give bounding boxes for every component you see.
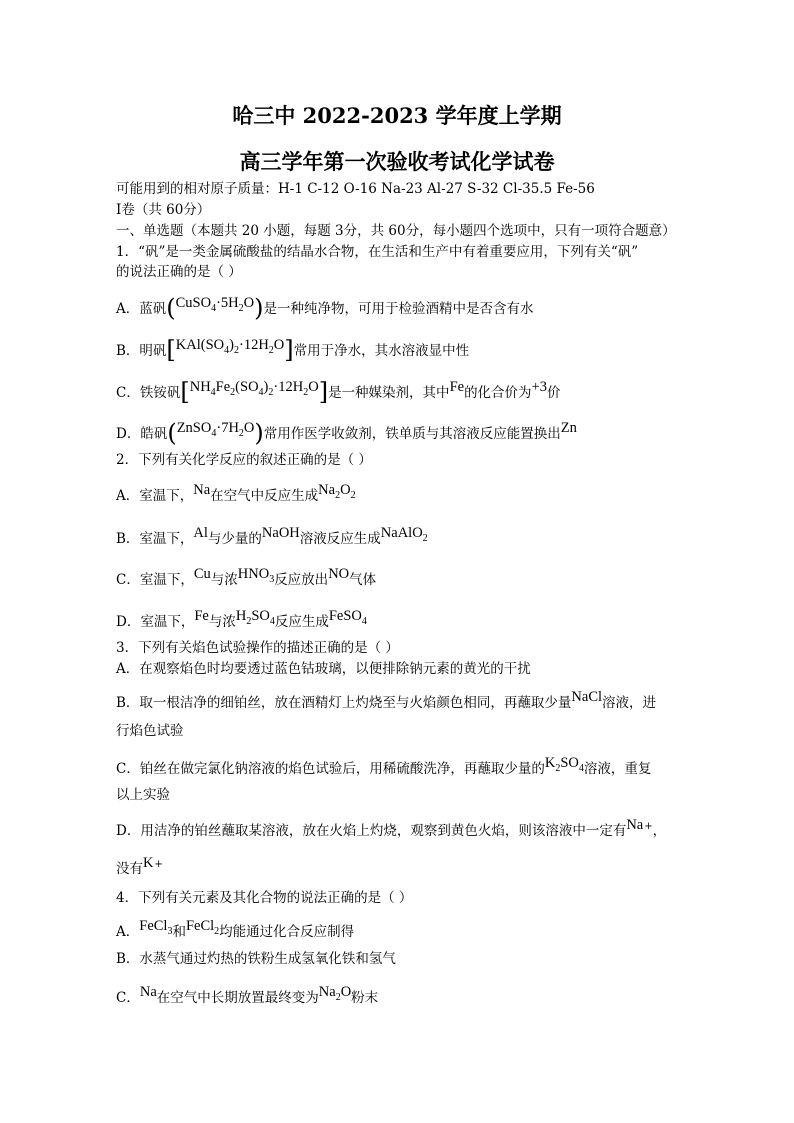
q4-option-c: C．Na在空气中长期放置最终变为$Na_2O$粉末	[116, 984, 379, 1006]
q3-option-b-line2: 行焰色试验	[116, 723, 184, 739]
q3-option-c-line2: 以上实验	[116, 787, 170, 803]
q3-option-c: C．铂丝在做完氯化钠溶液的焰色试验后，用稀硫酸洗净，再蘸取少量的$K_2SO_4$溶液，重复	[116, 755, 652, 777]
exam-title-line2: 高三学年第一次验收考试化学试卷	[239, 149, 555, 174]
volume-heading: Ⅰ卷（共 60分）	[116, 202, 211, 218]
q2-option-c: C．室温下，Cu与浓$HNO_3$反应放出NO气体	[116, 566, 377, 588]
q2-option-a: A．室温下，Na在空气中反应生成$Na_2O_2$	[116, 482, 356, 504]
q1-option-a: A．蓝矾$(CuSO_4\cdot 5H_2O)$是一种纯净物，可用于检验酒精中是否含有水	[116, 294, 534, 322]
q2-option-d: D．室温下，Fe与浓$H_2SO_4$反应生成FeSO$_4$	[116, 608, 367, 630]
q3-option-d: D．用洁净的铂丝蘸取某溶液，放在火焰上灼烧，观察到黄色火焰，则该溶液中一定有Na+，	[116, 817, 667, 839]
q3-option-d-line2: 没有K+	[116, 855, 163, 877]
q3-option-b: B．取一根洁净的细铂丝，放在酒精灯上灼烧至与火焰颜色相同，再蘸取少量NaCl溶液，进	[116, 689, 657, 711]
section-heading: 一、单选题（本题共 20 小题，每题 3分，共 60分，每小题四个选项中，只有一项符合题意）	[116, 223, 676, 239]
q1-option-c: C．铁铵矾$[NH_4Fe_2(SO_4)_2\cdot 12H_2O]$是一种媒染剂，其中Fe的化合价为+3价	[116, 378, 561, 406]
q1-stem-line1: 1．“矾”是一类金属硫酸盐的结晶水合物，在生活和生产中有着重要应用，下列有关“矾”	[116, 244, 639, 260]
q4-stem: 4．下列有关元素及其化合物的说法正确的是（ ）	[116, 890, 413, 906]
exam-title-line1: 哈三中 2022-2023 学年度上学期	[232, 103, 562, 128]
q3-stem: 3．下列有关焰色试验操作的描述正确的是（ ）	[116, 640, 399, 656]
q4-option-b: B．水蒸气通过灼热的铁粉生成氢氧化铁和氢气	[116, 951, 396, 967]
q2-option-b: B．室温下，Al与少量的NaOH溶液反应生成NaAlO$_2$	[116, 525, 428, 547]
q1-option-d: D．皓矾$(ZnSO_4\cdot 7H_2O)$常用作医学收敛剂，铁单质与其溶液反应能置换出Zn	[116, 419, 577, 447]
q2-stem: 2．下列有关化学反应的叙述正确的是（ ）	[116, 452, 372, 468]
q4-option-a: A．FeCl$_3$和FeCl$_2$均能通过化合反应制得	[116, 918, 355, 940]
q1-stem-line2: 的说法正确的是（ ）	[116, 264, 242, 280]
q1-option-b: B．明矾$[KAl(SO_4)_2\cdot 12H_2O]$常用于净水，其水溶液显中性	[116, 336, 470, 364]
relative-atomic-masses: 可能用到的相对原子质量：H-1 C-12 O-16 Na-23 Al-27 S-32 Cl-35.5 Fe-56	[116, 181, 595, 197]
q3-option-a: A．在观察焰色时均要透过蓝色钴玻璃，以便排除钠元素的黄光的干扰	[116, 661, 531, 677]
